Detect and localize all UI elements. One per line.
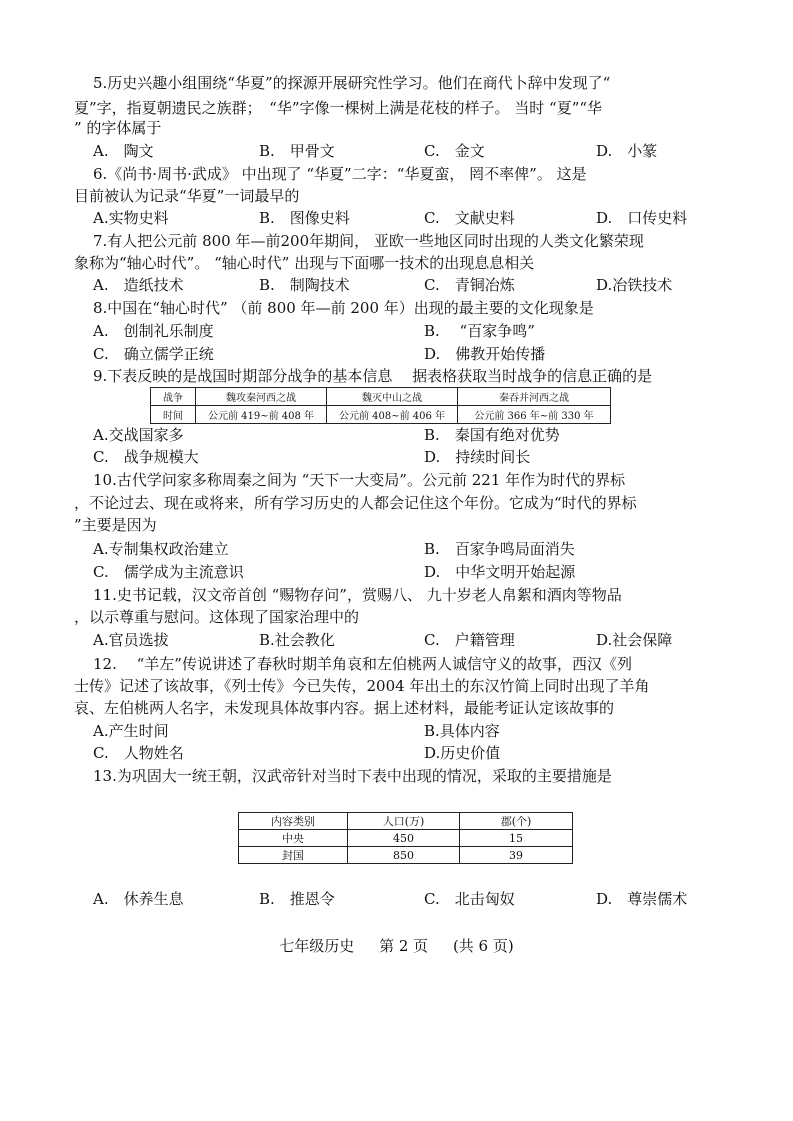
table-row [151, 406, 611, 424]
q6-option-b[interactable]: B. 图像史料 [259, 209, 350, 227]
q7-option-b[interactable]: B. 制陶技术 [259, 276, 350, 294]
q9-war-table [150, 387, 611, 424]
q13-stem-line-1: 13.为巩固大一统王朝，汉武帝针对当时下表中出现的情况，采取的主要措施是 [93, 767, 612, 785]
table-cell: 450 [348, 830, 460, 847]
table-header-cell: 内容类别 [239, 813, 348, 830]
q6-stem-line-2: 目前被认为记录“华夏”一词最早的 [74, 187, 300, 205]
table-cell: 850 [348, 847, 460, 864]
table-cell: 时间 [151, 406, 196, 424]
q7-option-d[interactable]: D.冶铁技术 [596, 276, 673, 294]
q11-stem-line-1: 11.史书记载，汉文帝首创 “赐物存问”，赏赐八、 九十岁老人帛絮和酒肉等物品 [93, 586, 622, 604]
q10-option-a[interactable]: A.专制集权政治建立 [93, 540, 229, 558]
q7-option-a[interactable]: A. 造纸技术 [93, 276, 184, 294]
table-header-cell: 郡(个) [460, 813, 573, 830]
q10-stem-line-3: ”主要是因为 [74, 516, 157, 534]
q5-stem-line-1: 5.历史兴趣小组围绕“华夏”的探源开展研究性学习。他们在商代卜辞中发现了“ [93, 74, 611, 92]
q6-stem-line-1: 6.《尚书·周书·武成》 中出现了 “华夏”二字：“华夏蛮， 罔不率俾”。 这是 [93, 165, 587, 183]
q5-option-a[interactable]: A. 陶文 [93, 142, 154, 160]
q7-stem-line-2: 象称为“轴心时代”。 “轴心时代” 出现与下面哪一技术的出现息息相关 [74, 254, 535, 272]
q6-option-d[interactable]: D. 口传史料 [596, 209, 688, 227]
q9-option-c[interactable]: C. 战争规模大 [93, 448, 199, 466]
table-cell: 秦吞并河西之战 [458, 388, 611, 406]
q13-option-d[interactable]: D. 尊崇儒术 [596, 890, 688, 908]
table-row [239, 847, 573, 864]
q11-stem-line-2: ，以示尊重与慰问。这体现了国家治理中的 [74, 608, 360, 626]
table-row [151, 388, 611, 406]
table-header-row [239, 813, 573, 830]
table-cell: 39 [460, 847, 573, 864]
footer-page-total: (共 6 页) [452, 937, 514, 955]
table-cell: 公元前 408~前 406 年 [327, 406, 458, 424]
q10-option-c[interactable]: C. 儒学成为主流意识 [93, 563, 244, 581]
q11-option-d[interactable]: D.社会保障 [596, 631, 673, 649]
q8-stem-line-1: 8.中国在“轴心时代” （前 800 年—前 200 年）出现的最主要的文化现象是 [93, 299, 594, 317]
q8-option-a[interactable]: A. 创制礼乐制度 [93, 322, 214, 340]
page-footer [0, 935, 793, 956]
q5-stem-line-3: ” 的字体属于 [74, 119, 162, 137]
q12-option-d[interactable]: D.历史价值 [424, 744, 501, 762]
q10-stem-line-1: 10.古代学问家多称周秦之间为 “天下一大变局”。公元前 221 年作为时代的界标 [93, 471, 626, 489]
q5-option-b[interactable]: B. 甲骨文 [259, 142, 335, 160]
q10-stem-line-2: ，不论过去、现在或将来，所有学习历史的人都会记住这个年份。它成为“时代的界标 [74, 494, 637, 512]
q10-option-b[interactable]: B. 百家争鸣局面消失 [424, 540, 575, 558]
q6-option-a[interactable]: A.实物史料 [93, 209, 169, 227]
q8-option-d[interactable]: D. 佛教开始传播 [424, 345, 546, 363]
table-cell: 封国 [239, 847, 348, 864]
q7-stem-line-1: 7.有人把公元前 800 年—前200年期间， 亚欧一些地区同时出现的人类文化繁荣现 [93, 232, 644, 250]
q10-option-d[interactable]: D. 中华文明开始起源 [424, 563, 576, 581]
q13-population-table [238, 812, 573, 864]
q12-stem-line-3: 哀、左伯桃两人名字，未发现具体故事内容。据上述材料，最能考证认定该故事的 [74, 699, 615, 717]
q12-option-a[interactable]: A.产生时间 [93, 722, 169, 740]
table-header-cell: 人口(万) [348, 813, 460, 830]
q8-option-b[interactable]: B. “百家争鸣” [424, 322, 535, 340]
footer-subject: 七年级历史 [279, 937, 355, 955]
table-cell: 魏攻秦河西之战 [196, 388, 327, 406]
table-cell: 魏灭中山之战 [327, 388, 458, 406]
q11-option-b[interactable]: B.社会教化 [259, 631, 335, 649]
q5-option-d[interactable]: D. 小篆 [596, 142, 658, 160]
table-cell: 公元前 419~前 408 年 [196, 406, 327, 424]
q9-option-a[interactable]: A.交战国家多 [93, 426, 184, 444]
q5-option-c[interactable]: C. 金文 [424, 142, 485, 160]
q9-option-b[interactable]: B. 秦国有绝对优势 [424, 426, 560, 444]
footer-page-number: 第 2 页 [379, 937, 429, 955]
q12-stem-line-2: 士传》记述了该故事，《列士传》今已失传，2004 年出土的东汉竹简上同时出现了羊角 [74, 677, 650, 695]
table-cell: 中央 [239, 830, 348, 847]
q12-stem-line-1: 12. “羊左”传说讲述了春秋时期羊角哀和左伯桃两人诚信守义的故事，西汉《列 [93, 655, 632, 673]
q9-option-d[interactable]: D. 持续时间长 [424, 448, 531, 466]
q12-option-c[interactable]: C. 人物姓名 [93, 744, 184, 762]
table-cell: 公元前 366 年~前 330 年 [458, 406, 611, 424]
q11-option-c[interactable]: C. 户籍管理 [424, 631, 515, 649]
table-cell: 15 [460, 830, 573, 847]
q13-option-c[interactable]: C. 北击匈奴 [424, 890, 515, 908]
q13-option-a[interactable]: A. 休养生息 [93, 890, 184, 908]
q5-stem-line-2: 夏”字，指夏朝遗民之族群； “华”字像一棵树上满是花枝的样子。 当时 “夏”“华 [74, 99, 603, 117]
q13-option-b[interactable]: B. 推恩令 [259, 890, 335, 908]
q6-option-c[interactable]: C. 文献史料 [424, 209, 515, 227]
q9-stem-line-1: 9.下表反映的是战国时期部分战争的基本信息 据表格获取当时战争的信息正确的是 [93, 367, 653, 385]
q12-option-b[interactable]: B.具体内容 [424, 722, 500, 740]
q7-option-c[interactable]: C. 青铜冶炼 [424, 276, 515, 294]
table-cell: 战争 [151, 388, 196, 406]
q11-option-a[interactable]: A.官员选拔 [93, 631, 169, 649]
q8-option-c[interactable]: C. 确立儒学正统 [93, 345, 214, 363]
table-row [239, 830, 573, 847]
